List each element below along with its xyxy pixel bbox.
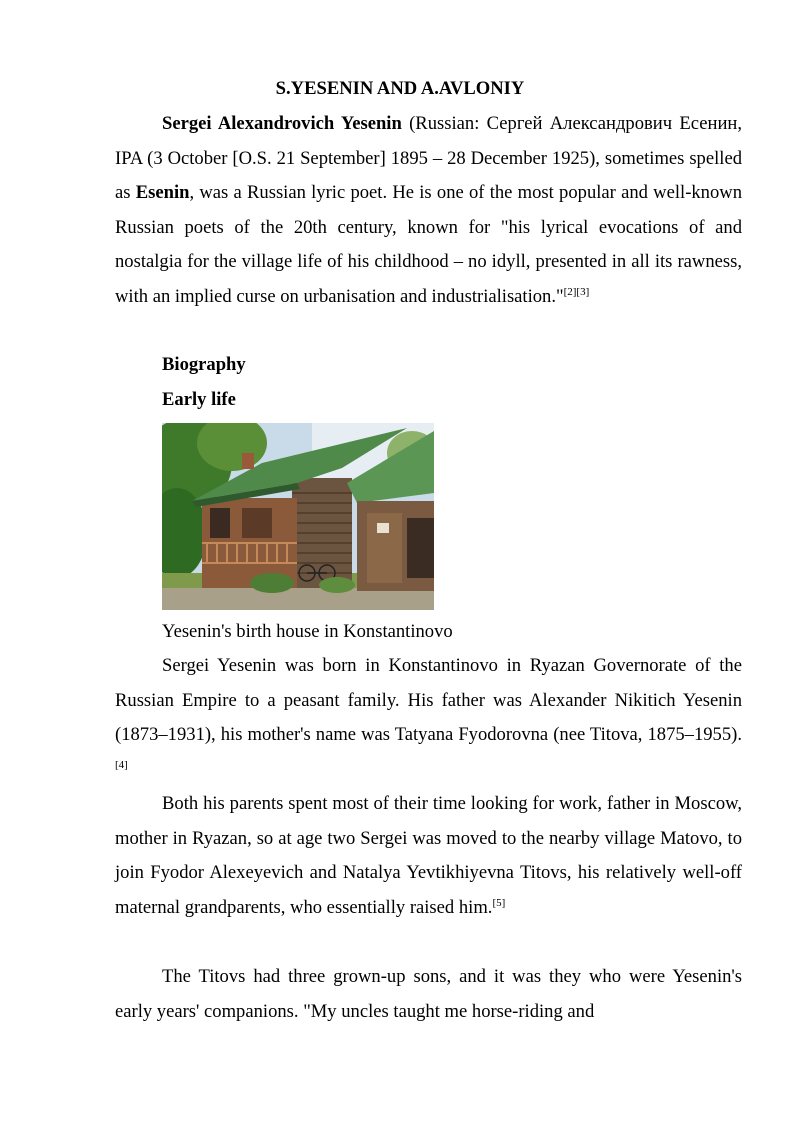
intro-text-1: (Russian: Сергей Александрович Есенин, IPA (3 October [O.S. 21 September] 1895 – 28 December 1925), sometimes spelled as	[115, 113, 742, 203]
image-caption: Yesenin's birth house in Konstantinovo	[162, 621, 453, 642]
reference-link[interactable]: [4]	[115, 758, 128, 771]
birth-paragraph	[115, 649, 742, 787]
parents-paragraph	[115, 787, 742, 925]
intro-text-2: , was a Russian lyric poet. He is one of the most popular and well-known Russian poets of the 20th century, known for "his lyrical evocations of and nostalgia for the village life of his childhood – no idyll, presented in all its rawness, with an implied curse on urbanisation and industrialisation."	[115, 182, 742, 307]
parents-text: Both his parents spent most of their time looking for work, father in Moscow, mother in Ryazan, so at age two Sergei was moved to the nearby village Matovo, to join Fyodor Alexeyevich and Natalya Yevtikhiyevna Titovs, his relatively well-off maternal grandparents, who essentially raised him.	[115, 793, 742, 918]
subject-name: Sergei Alexandrovich Yesenin	[162, 113, 402, 134]
document-title: S.YESENIN AND A.AVLONIY	[275, 78, 525, 99]
alternate-spelling: Esenin	[135, 182, 190, 203]
birth-house-photo	[162, 423, 434, 610]
reference-link[interactable]: [2][3]	[563, 285, 590, 298]
titovs-paragraph	[115, 960, 742, 1029]
reference-link[interactable]: [5]	[492, 896, 506, 909]
birth-text: Sergei Yesenin was born in Konstantinovo in Ryazan Governorate of the Russian Empire to a peasant family. His father was Alexander Nikitich Yesenin (1873–1931), his mother's name was Tatyana Fyodorovna (nee Titova, 1875–1955).	[115, 655, 742, 745]
section-heading-early-life: Early life	[162, 389, 236, 410]
section-heading-biography: Biography	[162, 354, 246, 375]
titovs-text: The Titovs had three grown-up sons, and it was they who were Yesenin's early years' companions. "My uncles taught me horse-riding and	[115, 966, 742, 1022]
intro-paragraph	[115, 107, 742, 314]
